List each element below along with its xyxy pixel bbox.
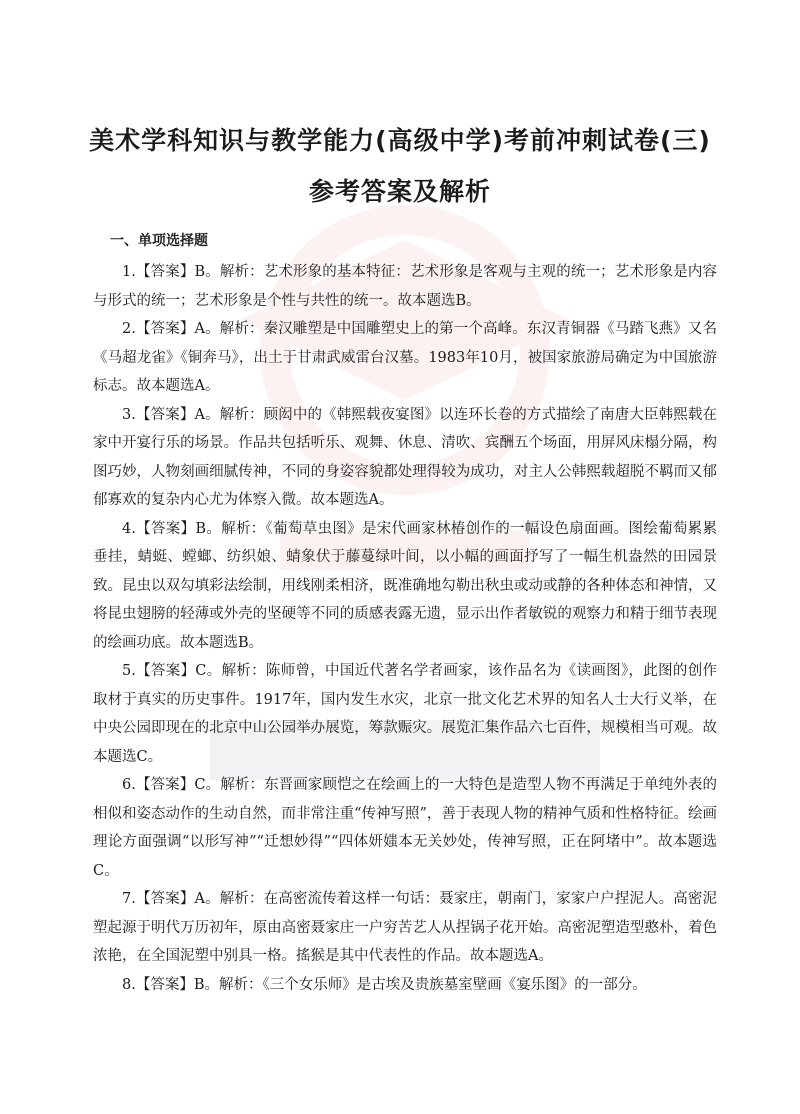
document-subtitle: 参考答案及解析 — [308, 177, 491, 206]
answer-item-2: 2.【答案】A。解析：秦汉雕塑是中国雕塑史上的第一个高峰。东汉青铜器《马踏飞燕》又名《马超龙雀》《铜奔马》，出土于甘肃武威雷台汉墓。1983年10月，被国家旅游局确定为中国旅游标志。故本题选A。 — [93, 321, 717, 394]
answer-item-4: 4.【答案】B。解析：《葡萄草虫图》是宋代画家林椿创作的一幅设色扇面画。图绘葡萄累累垂挂，蜻蜓、螳螂、纺织娘、蜻象伏于藤蔓绿叶间，以小幅的画面抒写了一幅生机盎然的田园景致。昆虫以双勾填彩法绘制，用线刚柔相济，既准确地勾勒出秋虫或动或静的各种体态和神情，又将昆虫翅膀的轻薄或外壳的坚硬等不同的质感表露无遗，显示出作者敏锐的观察力和精于细节表现的绘画功底。故本题选B。 — [93, 520, 717, 651]
answer-item-7: 7.【答案】A。解析：在高密流传着这样一句话：聂家庄，朝南门，家家户户捏泥人。高密泥塑起源于明代万历初年，原由高密聂家庄一户穷苦艺人从捏锅子花开始。高密泥塑造型憨朴，着色浓艳，在全国泥塑中别具一格。搖猴是其中代表性的作品。故本题选A。 — [93, 891, 717, 964]
answer-item-8: 8.【答案】B。解析：《三个女乐师》是古埃及贵族墓室壁画《宴乐图》的一部分。 — [122, 976, 647, 993]
document-title: 美术学科知识与教学能力(高级中学)考前冲刺试卷(三) — [89, 126, 711, 155]
section-heading: 一、单项选择题 — [110, 233, 208, 249]
answer-item-3: 3.【答案】A。解析：顾闳中的《韩熙载夜宴图》以连环长卷的方式描绘了南唐大臣韩熙载在家中开宴行乐的场景。作品共包括听乐、观舞、休息、清吹、宾酬五个场面，用屏风床榻分隔，构图巧妙，人物刻画细腻传神，不同的身姿容貌都处理得较为成功，对主人公韩熙载超脱不羁而又郁郁寡欢的复杂内心尤为体察入微。故本题选A。 — [93, 406, 717, 508]
answer-item-1: 1.【答案】B。解析：艺术形象的基本特征：艺术形象是客观与主观的统一；艺术形象是内容与形式的统一；艺术形象是个性与共性的统一。故本题选B。 — [93, 264, 717, 309]
answer-item-6: 6.【答案】C。解析：东晋画家顾恺之在绘画上的一大特色是造型人物不再满足于单纯外表的相似和姿态动作的生动自然，而非常注重“传神写照”，善于表现人物的精神气质和性格特征。绘画理论方面强调“以形写神”“迁想妙得”“四体妍媸本无关妙处，传神写照，正在阿堵中”。故本题选C。 — [93, 777, 717, 879]
answer-item-5: 5.【答案】C。解析：陈师曾，中国近代著名学者画家，该作品名为《读画图》，此图的创作取材于真实的历史事件。1917年，国内发生水灾，北京一批文化艺术界的知名人士大行义举，在中央公园即现在的北京中山公园举办展览，筹款赈灾。展览汇集作品六七百件，规模相当可观。故本题选C。 — [93, 663, 717, 765]
answer-list — [93, 258, 717, 999]
